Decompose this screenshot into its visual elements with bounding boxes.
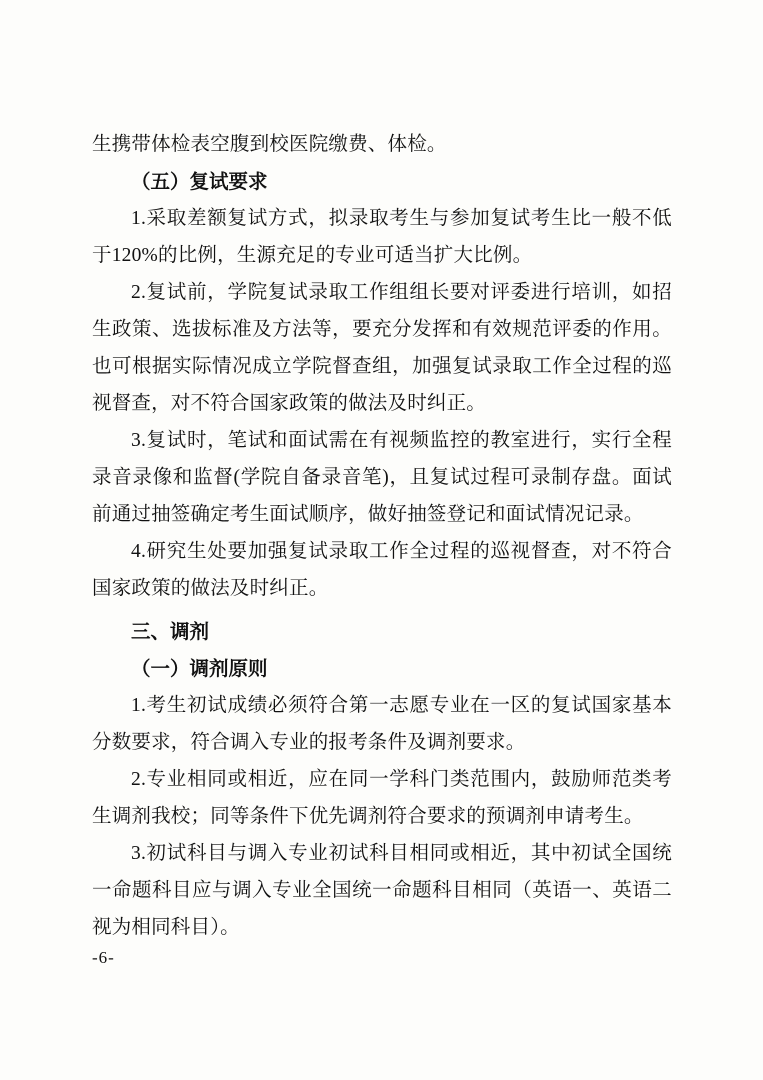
page-number: -6-	[92, 948, 115, 967]
section-heading-tiaoji: 三、调剂	[131, 620, 210, 643]
paragraph-item-4: 4.研究生处要加强复试录取工作全过程的巡视督查，对不符合国家政策的做法及时纠正。	[92, 541, 672, 599]
paragraph-item-2: 2.复试前，学院复试录取工作组组长要对评委进行培训，如招生政策、选拔标准及方法等，要充分发挥和有效规范评委的作用。也可根据实际情况成立学院督查组，加强复试录取工作全过程的巡视督查，对不符合国家政策的做法及时纠正。	[92, 282, 672, 414]
paragraph-item-1: 1.采取差额复试方式，拟录取考生与参加复试考生比一般不低于120%的比例，生源充足的专业可适当扩大比例。	[92, 208, 672, 266]
page-content	[92, 126, 672, 946]
paragraph-tiaoji-item-1: 1.考生初试成绩必须符合第一志愿专业在一区的复试国家基本分数要求，符合调入专业的报考条件及调剂要求。	[92, 695, 672, 753]
paragraph-continued: 生携带体检表空腹到校医院缴费、体检。	[92, 134, 447, 155]
paragraph-item-3: 3.复试时，笔试和面试需在有视频监控的教室进行，实行全程录音录像和监督(学院自备录音笔)，且复试过程可录制存盘。面试前通过抽签确定考生面试顺序，做好抽签登记和面试情况记录。	[92, 430, 672, 525]
section-heading-tiaoji-yuanze: （一）调剂原则	[131, 657, 268, 680]
paragraph-tiaoji-item-2: 2.专业相同或相近，应在同一学科门类范围内，鼓励师范类考生调剂我校；同等条件下优先调剂符合要求的预调剂申请考生。	[92, 769, 672, 827]
section-heading-fushi-yaoqiu: （五）复试要求	[131, 170, 268, 193]
paragraph-tiaoji-item-3: 3.初试科目与调入专业初试科目相同或相近，其中初试全国统一命题科目应与调入专业全国统一命题科目相同（英语一、英语二视为相同科目）。	[92, 843, 672, 938]
